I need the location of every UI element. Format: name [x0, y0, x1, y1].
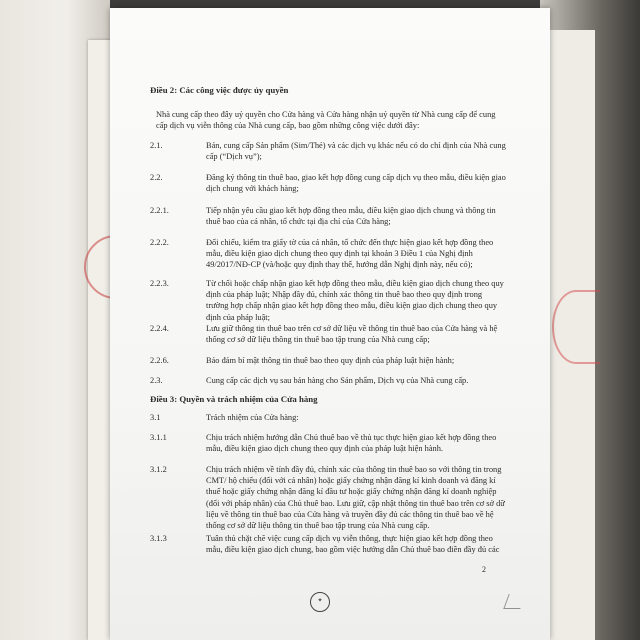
initials-signature [503, 594, 525, 609]
clause-number: 3.1.1 [150, 433, 167, 442]
page-number: 2 [482, 565, 486, 574]
clause-text: Cung cấp các dịch vụ sau bán hàng cho Sản phẩm, Dịch vụ của Nhà cung cấp. [206, 376, 469, 385]
company-seal-icon: ✦ [310, 592, 330, 612]
clause-number: 2.2.1. [150, 206, 169, 215]
clause-number: 2.2.2. [150, 238, 169, 247]
section-2-intro: Nhà cung cấp theo đây uỷ quyền cho Cửa hàng và Cửa hàng nhận uỷ quyền từ Nhà cung cấp để cung cấp dịch vụ viễn thông của Nhà cung cấp, bao gồm những công việc dưới đây: [156, 110, 496, 131]
clause-text: Từ chối hoặc chấp nhận giao kết hợp đồng theo mẫu, điều kiện giao dịch chung theo quy định của pháp luật; Nhập đầy đủ, chính xác thông tin thuê bao theo quy định trong trường hợp chấp nhận giao kết hợp đồng theo mẫu, điều kiện giao dịch chung theo quy định của pháp luật; [206, 279, 504, 322]
section-3-heading: Điều 3: Quyền và trách nhiệm của Cửa hàng [150, 394, 318, 404]
clause-number: 3.1.2 [150, 465, 167, 474]
clause-text: Chịu trách nhiệm về tính đầy đủ, chính xác của thông tin thuê bao so với thông tin trong CMT/ hộ chiếu (đối với cá nhân) hoặc giấy chứng nhận đăng kí kinh doanh và đăng kí thuế hoặc giấy chứng nhận đăng kí đầu tư hoặc giấy chứng nhận đăng kí doanh nghiệp (đối với pháp nhân) của Chủ thuê bao. Lưu giữ, cập nhật thông tin thuê bao trên cơ sở dữ liệu về thông tin thuê bao của Cửa hàng và truyền đầy đủ các thông tin thuê bao về hệ thống cơ sở dữ liệu thông tin thuê bao tập trung của Nhà cung cấp. [206, 465, 505, 531]
clause-text: Bảo đảm bí mật thông tin thuê bao theo quy định của pháp luật hiện hành; [206, 356, 455, 365]
clause-number: 2.2. [150, 173, 163, 182]
clause-text: Tiếp nhận yêu cầu giao kết hợp đồng theo mẫu, điều kiện giao dịch chung và thông tin thuê bao của cá nhân, tổ chức tại địa chỉ của Cửa hàng; [206, 206, 496, 227]
clause-text: Bán, cung cấp Sản phẩm (Sim/Thẻ) và các dịch vụ khác nếu có do chỉ định của Nhà cung cấp (“Dịch vụ”); [206, 141, 506, 162]
clause-text: Tuân thủ chặt chẽ việc cung cấp dịch vụ viễn thông, thực hiện giao kết hợp đồng theo mẫu, điều kiện giao dịch chung, bao gồm việc hướng dẫn Chủ thuê bao điền đầy đủ các [206, 534, 500, 555]
clause-number: 3.1 [150, 413, 161, 422]
clause-number: 2.2.4. [150, 324, 169, 333]
clause-text: Chịu trách nhiệm hướng dẫn Chủ thuê bao về thủ tục thực hiện giao kết hợp đồng theo mẫu, điều kiện giao dịch chung theo quy định của pháp luật hiện hành. [206, 433, 497, 454]
clause-number: 2.2.6. [150, 356, 169, 365]
clause-text: Lưu giữ thông tin thuê bao trên cơ sở dữ liệu về thông tin thuê bao của Cửa hàng và hệ thống cơ sở dữ liệu thông tin thuê bao tập trung của Nhà cung cấp; [206, 324, 498, 345]
clause-number: 2.3. [150, 376, 163, 385]
clause-text: Trách nhiệm của Cửa hàng: [206, 413, 299, 422]
clause-text: Đối chiếu, kiểm tra giấy tờ của cá nhân, tổ chức đến thực hiện giao kết hợp đồng theo mẫu, điều kiện giao dịch chung theo quy định tại khoản 3 Điều 1 của Nghị định 49/2017/NĐ-CP (và/hoặc quy định thay thế, hướng dẫn Nghị định này, nếu có); [206, 238, 494, 270]
clause-number: 3.1.3 [150, 534, 167, 543]
clause-number: 2.1. [150, 141, 163, 150]
section-2-heading: Điều 2: Các công việc được ủy quyền [150, 85, 289, 95]
clause-text: Đăng ký thông tin thuê bao, giao kết hợp đồng cung cấp dịch vụ theo mẫu, điều kiện giao dịch chung với khách hàng; [206, 173, 506, 194]
document-page [110, 8, 550, 640]
clause-number: 2.2.3. [150, 279, 169, 288]
red-stamp-right [552, 290, 600, 364]
